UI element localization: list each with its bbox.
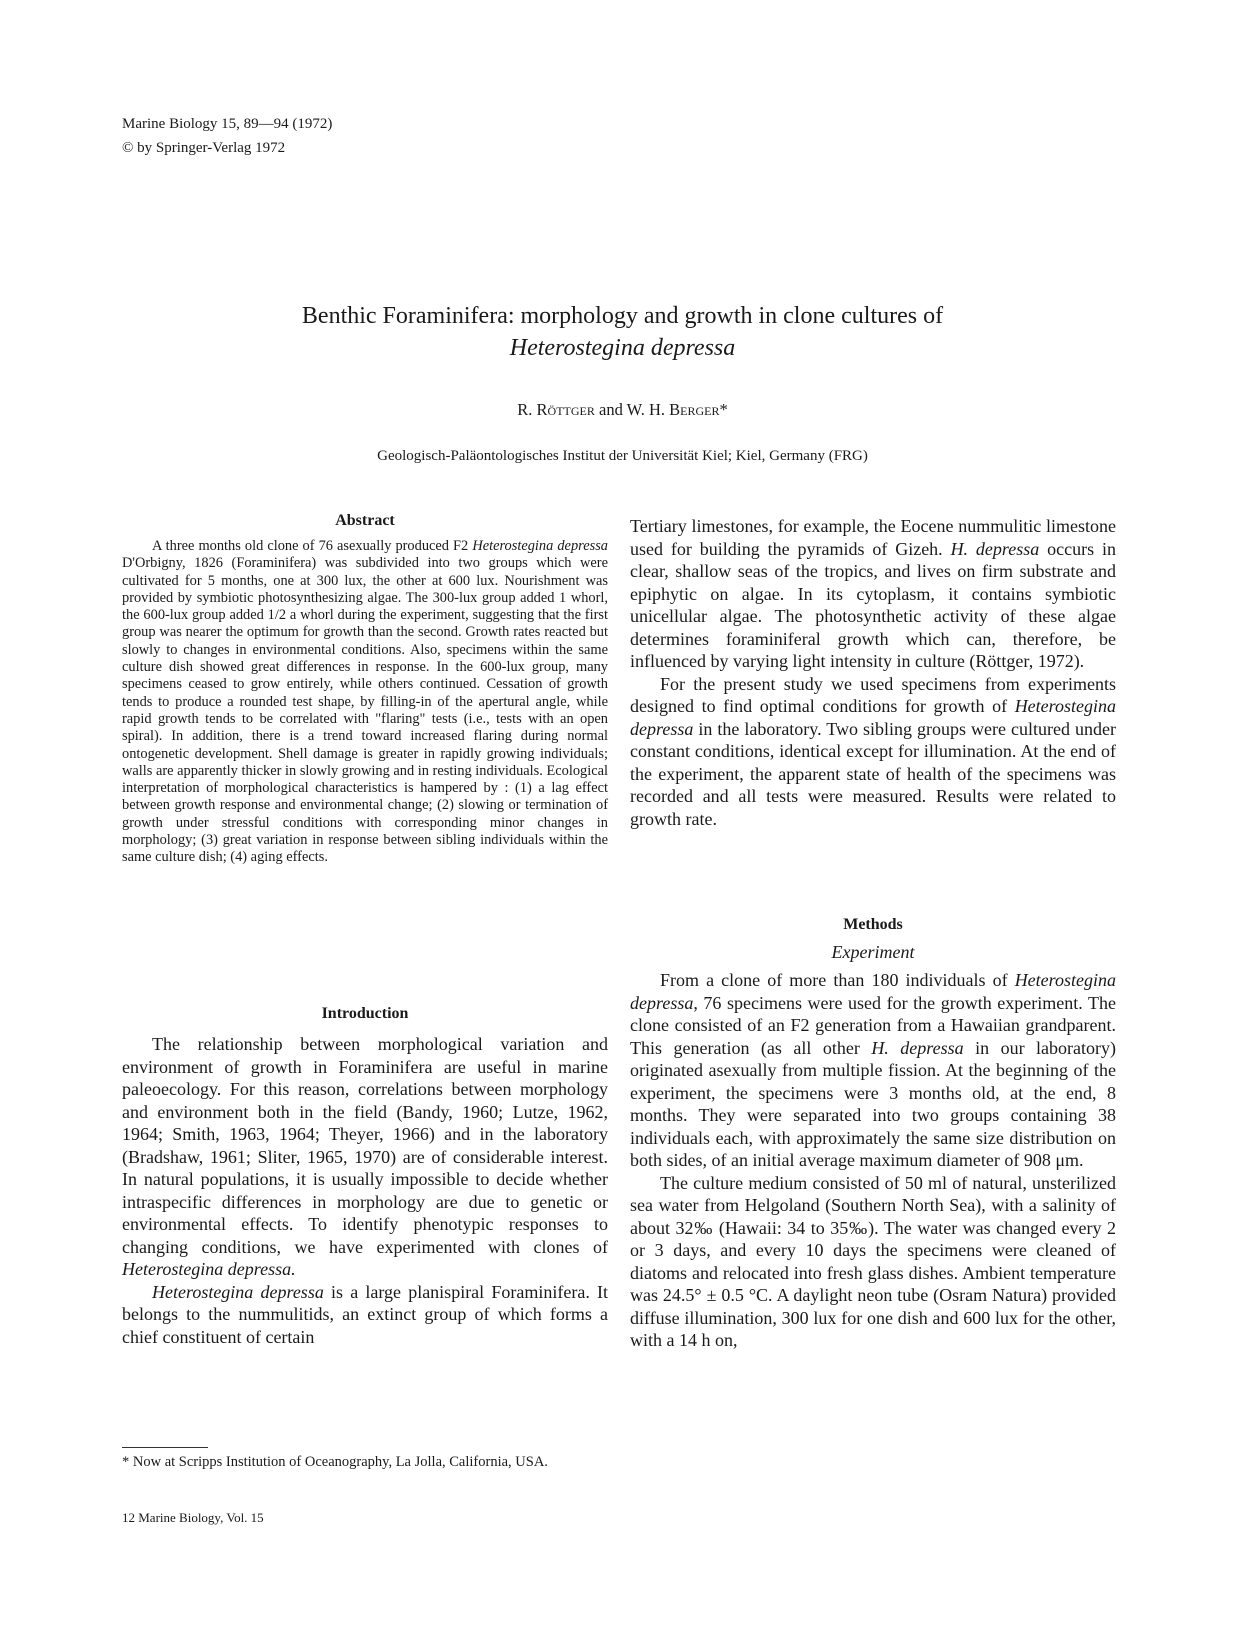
methods-p1-species: Heterostegina depressa [630,970,1116,1013]
abstract-text-rest: D'Orbigny, 1826 (Foraminifera) was subdivided into two groups which were cultivated for 5 months, one at 300 lux, the other at 600 lux. Nourishment was provided by symbiotic photosynthesizing algae. The 300-lux group added 1 whorl, the 600-lux group added 1/2 a whorl during the experiment, suggesting that the first group was nearer the optimum for growth than the second. Growth rates reacted but slowly to changes in environmental conditions. Also, specimens within the same culture dish showed great differences in response. In the 600-lux group, many specimens ceased to grow entirely, while others continued. Cessation of growth tends to produce a rounded test shape, by filling-in of the apertural angle, while rapid growth tends to be correlated with "flaring" tests (i.e., tests with an open spiral). In addition, there is a trend toward increased flaring during normal ontogenetic development. Shell damage is greater in rapidly growing individuals; walls are apparently thicker in slowly growing and in resting individuals. Ecological interpretation of morphological characteristics is hampered by : (1) a lag effect between growth response and environmental change; (2) slowing or termination of growth under stressful conditions with corresponding minor changes in morphology; (3) great variation in response between sibling individuals within the same culture dish; (4) aging effects. [122,555,608,866]
author-1-initial: R. [517,400,537,419]
right-paragraph-1 [630,515,1116,673]
paper-title [0,300,1245,364]
intro-paragraph-2 [122,1281,608,1349]
intro-p1-species: Heterostegina depressa. [122,1259,296,1279]
right-paragraph-2 [630,673,1116,831]
author-footnote-mark: * [719,400,728,419]
right-p2-text: For the present study we used specimens from experiments designed to find optimal conditions for growth of [630,673,1116,716]
author-conjunction: and W. H. [594,400,670,419]
intro-paragraph-1 [122,1033,608,1281]
page-footer: 12 Marine Biology, Vol. 15 [122,1510,264,1525]
footnote-rule [122,1447,208,1448]
title-line-1: Benthic Foraminifera: morphology and growth in clone cultures of [301,303,944,329]
methods-p1-text: From a clone of more than 180 individuals of [660,970,1015,990]
methods-p1-rest: in our laboratory) originated asexually from multiple fission. At the beginning of the experiment, the specimens were 3 months old, at the end, 8 months. They were separated into two groups containing 38 individuals each, with approximately the same size distribution on both sides, of an initial average maximum diameter of 908 μm. [630,1037,1117,1170]
author-2-surname: Berger [669,400,720,419]
right-p1-rest: occurs in clear, shallow seas of the tropics, and lives on firm substrate and epiphytic on algae. In its cytoplasm, it contains symbiotic unicellular algae. The photosynthetic activity of these algae determines foraminiferal growth which can, therefore, be influenced by varying light intensity in culture (Röttger, 1972). [630,538,1116,671]
intro-continued [630,515,1116,830]
affiliation: Geologisch-Paläontologisches Institut der Universität Kiel; Kiel, Germany (FRG) [377,448,868,464]
intro-p2-text: is a large planispiral Foraminifera. It belongs to the nummulitids, an extinct group of which forms a chief constituent of certain [122,1281,608,1347]
right-p1-species: H. depressa [950,538,1040,559]
author-1-surname: Röttger [536,400,595,419]
abstract-species: Heterostegina depressa [472,538,608,554]
right-p2-species: Heterostegina depressa [630,696,1116,739]
methods-heading: Methods [843,916,903,933]
introduction-section [122,1005,608,1348]
abstract-heading: Abstract [335,512,395,529]
methods-p1-species-short: H. depressa [871,1037,964,1058]
methods-paragraph-2: The culture medium consisted of 50 ml of natural, unsterilized sea water from Helgoland (Southern North Sea), with a salinity of about 32‰ (Hawaii: 34 to 35‰). The water was changed every 2 or 3 days, and every 10 days the specimens were cleaned of diatoms and relocated into fresh glass dishes. Ambient temperature was 24.5° ± 0.5 °C. A daylight neon tube (Osram Natura) provided diffuse illumination, 300 lux for one dish and 600 lux for the other, with a 14 h on, [630,1172,1116,1350]
right-p1-text: Tertiary limestones, for example, the Eocene nummulitic limestone used for building the pyramids of Gizeh. [630,516,1116,559]
copyright-line: © by Springer-Verlag 1972 [122,140,286,156]
right-p2-rest: in the laboratory. Two sibling groups were cultured under constant conditions, identical except for illumination. At the end of the experiment, the apparent state of health of the specimens was recorded and all tests were measured. Results were related to growth rate. [630,718,1116,829]
journal-citation [122,112,332,160]
experiment-subheading: Experiment [831,942,915,962]
methods-p1-mid: , 76 specimens were used for the growth experiment. The clone consisted of an F2 generation from a Hawaiian grandparent. This generation (as all other [630,992,1116,1058]
abstract-section [122,512,608,867]
authors [0,400,1245,420]
introduction-heading: Introduction [321,1005,409,1022]
intro-p1-text: The relationship between morphological variation and environment of growth in Foraminifera are useful in marine paleoecology. For this reason, correlations between morphology and environment both in the field (Bandy, 1960; Lutze, 1962, 1964; Smith, 1963, 1964; Theyer, 1966) and in the laboratory (Bradshaw, 1961; Sliter, 1965, 1970) are of considerable interest. In natural populations, it is usually impossible to decide whether intraspecific differences in morphology are due to genetic or environmental effects. To identify phenotypic responses to changing conditions, we have experimented with clones of [122,1034,608,1257]
intro-p2-species: Heterostegina depressa [152,1281,324,1302]
title-line-2: Heterostegina depressa [509,335,736,361]
abstract-text-start: A three months old clone of 76 asexually produced F2 [152,538,469,554]
citation-line: Marine Biology 15, 89—94 (1972) [122,116,333,132]
methods-paragraph-1 [630,969,1116,1172]
methods-section [630,916,1116,1352]
abstract-text [122,538,608,867]
footnote: * Now at Scripps Institution of Oceanography, La Jolla, California, USA. [122,1454,548,1470]
